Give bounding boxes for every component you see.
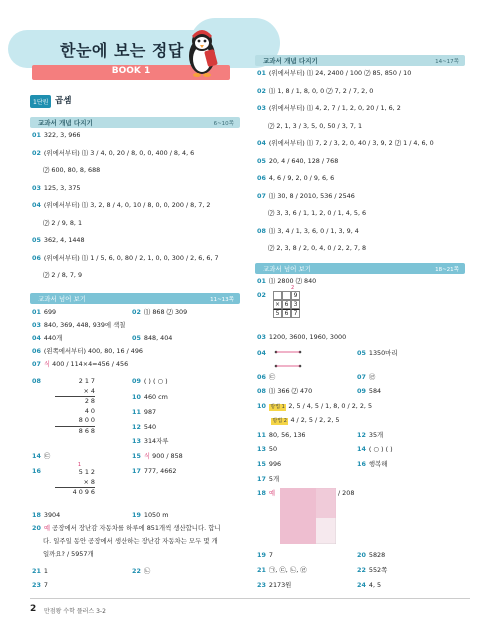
section-header: 교과서 넘어 보기 18~21쪽 xyxy=(255,263,465,274)
answer-row: 16 행복해 xyxy=(357,460,388,468)
multiplication-grid: 2 9 × 6 3 5 6 7 xyxy=(273,291,300,318)
answer-row: 01 (위에서부터) ⑴ 24, 2400 / 100 ⑵ 85, 850 / 10 xyxy=(257,69,412,77)
calc-08: 2 1 7 × 4 2 8 4 0 8 0 0 8 6 8 xyxy=(55,377,95,436)
answer-row: 22 ㉡ xyxy=(132,567,151,575)
grid-cell: 3 xyxy=(291,300,300,309)
answer-row: 일까요? / 5957개 xyxy=(43,550,94,558)
answer-row: 01 ⑴ 2800 ⑵ 840 xyxy=(257,277,317,285)
answer-row: 09 ( ) ( ○ ) xyxy=(132,377,168,385)
grid-cell: 7 xyxy=(291,309,300,318)
answer-row: 11 80, 56, 136 xyxy=(257,431,306,439)
answer-row: 05 362, 4, 1448 xyxy=(32,236,85,244)
answer-row: ⑵ 2, 3, 8 / 2, 0, 4, 0 / 2, 2, 7, 8 xyxy=(268,244,367,252)
answer-row: 21 ㉠, ㉢, ㉡, ㉣ xyxy=(257,566,307,574)
answer-row: 02 ⑴ 868 ⑵ 309 xyxy=(132,308,188,316)
answer-row: 13 50 xyxy=(257,445,278,453)
answer-row: 04 440개 xyxy=(32,334,63,342)
answer-row: 03 840, 369, 448, 939에 색칠 xyxy=(32,321,126,329)
answer-row: 02 (위에서부터) ⑴ 3 / 4, 0, 20 / 8, 0, 0, 400 / 8, 4, 6 xyxy=(32,148,195,157)
answer-row: ⑵ 2, 1, 3 / 3, 5, 0, 50 / 3, 7, 1 xyxy=(268,121,363,130)
answer-row: 11 987 xyxy=(132,408,157,416)
answer-row: 07 식 400 / 114×4=456 / 456 xyxy=(32,360,129,368)
grid-cell: 6 xyxy=(282,300,291,309)
answer-row: ⑵ 2 / 8, 7, 9 xyxy=(43,271,83,279)
unit-badge: 1단원 xyxy=(30,95,51,108)
calc-16: 1 5 1 2 × 8 4 0 9 6 xyxy=(55,462,95,498)
grid-cell: 5 xyxy=(273,309,282,318)
answer-row: 02 xyxy=(257,291,266,299)
answer-row: 13 314자루 xyxy=(132,437,169,445)
answer-row: 23 2173원 xyxy=(257,581,292,589)
answer-row: 10 460 cm xyxy=(132,393,168,401)
answer-row: 24 4, 5 xyxy=(357,581,382,589)
answer-row: 14 ㉢ xyxy=(32,452,51,460)
answer-row: 08 ⑴ 3, 4 / 1, 3, 6, 0 / 1, 3, 9, 4 xyxy=(257,226,359,235)
answer-row: 16 xyxy=(32,467,41,475)
answer-row: 18 예 xyxy=(257,489,276,497)
answer-row: / 208 xyxy=(338,489,355,497)
answer-row: 23 7 xyxy=(32,581,48,589)
answer-row: 07 ㉣ xyxy=(357,373,376,381)
grid-cell: 6 xyxy=(282,309,291,318)
answer-row: 21 1 xyxy=(32,567,48,575)
answer-row: 20 5828 xyxy=(357,551,386,559)
answer-row: 09 584 xyxy=(357,387,382,395)
answer-row: 19 1050 m xyxy=(132,511,169,519)
answer-row: 01 699 xyxy=(32,308,57,316)
answer-row: ⑵ 3, 3, 6 / 1, 1, 2, 0 / 1, 4, 5, 6 xyxy=(268,209,367,217)
grid-cell: 9 xyxy=(291,291,300,300)
grid-cell: × xyxy=(274,301,281,308)
answer-row: 04 (위에서부터) ⑴ 7, 2 / 3, 2, 0, 40 / 3, 9, 2 ⑵ 1 / 4, 6, 0 xyxy=(257,139,434,147)
answer-row: 04 (위에서부터) ⑴ 3, 2, 8 / 4, 0, 10 / 8, 0, 0, 200 / 8, 7, 2 xyxy=(32,201,211,209)
answer-row: ⑵ 2 / 9, 8, 1 xyxy=(43,218,83,227)
answer-row: 02 ⑴ 1, 8 / 1, 8, 0, 0 ⑵ 7, 2 / 7, 2, 0 xyxy=(257,86,374,95)
book-label: BOOK 1 xyxy=(111,66,151,76)
answer-row: 08 xyxy=(32,377,41,385)
footer-text: 만점왕 수학 플러스 3-2 xyxy=(44,608,106,615)
section-header: 교과서 개념 다지기 14~17쪽 xyxy=(255,55,465,66)
dot-line-diagram xyxy=(272,346,306,374)
header-title: 한눈에 보는 정답 xyxy=(60,41,184,60)
unit-title: 곱셈 xyxy=(55,96,72,106)
answer-row: 14 ( ○ ) ( ) xyxy=(357,445,393,453)
answer-row: 15 식 900 / 858 xyxy=(132,452,183,460)
answer-row: 17 777, 4662 xyxy=(132,467,177,475)
answer-row: 05 848, 404 xyxy=(132,334,173,342)
footer-divider xyxy=(30,598,470,599)
answer-row: 20 예 공장에서 장난감 자동차를 하루에 851개씩 생산합니다. 합니 xyxy=(32,524,221,532)
answer-row: 06 (왼쪽에서부터) 400, 80, 16 / 496 xyxy=(32,347,143,355)
answer-row: 06 ㉢ xyxy=(257,373,276,381)
section-header: 교과서 개념 다지기 6~10쪽 xyxy=(30,117,240,128)
penguin-mascot xyxy=(182,26,222,78)
answer-row: 06 (위에서부터) ⑴ 1 / 5, 6, 0, 80 / 2, 1, 0, 0, 300 / 2, 6, 6, 7 xyxy=(32,253,219,262)
answer-row: 04 xyxy=(257,349,266,357)
answer-row: 12 35개 xyxy=(357,431,384,439)
answer-row: 다. 일주일 동안 공장에서 생산하는 장난감 자동차는 모두 몇 개 xyxy=(43,537,218,545)
answer-row: 19 7 xyxy=(257,551,273,559)
grid-shading-diagram xyxy=(280,488,336,544)
grid-cell xyxy=(282,291,291,300)
answer-row: 방법 2 4 / 2, 5 / 2, 2, 5 xyxy=(272,416,340,424)
answer-row: 15 996 xyxy=(257,460,282,468)
answer-row: 05 1350마리 xyxy=(357,349,398,357)
answer-row: 03 125, 3, 375 xyxy=(32,183,81,192)
answer-row: 22 552쪽 xyxy=(357,566,388,574)
answer-row: 07 ⑴ 30, 8 / 2010, 536 / 2546 xyxy=(257,191,355,200)
answer-row: 05 20, 4 / 640, 128 / 768 xyxy=(257,156,339,165)
answer-row: 03 (위에서부터) ⑴ 4, 2, 7 / 1, 2, 0, 20 / 1, 6, 2 xyxy=(257,104,401,112)
answer-row: 03 1200, 3600, 1960, 3000 xyxy=(257,333,347,341)
grid-cell xyxy=(273,291,282,300)
answer-row: 08 ⑴ 366 ⑵ 470 xyxy=(257,387,313,395)
section-header: 교과서 넘어 보기 11~13쪽 xyxy=(30,293,240,304)
answer-row: 18 3904 xyxy=(32,511,61,519)
answer-row: 06 4, 6 / 9, 2, 0 / 9, 6, 6 xyxy=(257,174,335,182)
answer-row: ⑵ 600, 80, 8, 688 xyxy=(43,166,101,174)
answer-row: 10 방법 1 2, 5 / 4, 5 / 1, 8, 0 / 2, 2, 5 xyxy=(257,402,373,410)
answer-row: 17 5개 xyxy=(257,475,280,483)
page-number: 2 xyxy=(30,604,37,614)
answer-row: 12 540 xyxy=(132,423,157,431)
answer-row: 01 322, 3, 966 xyxy=(32,131,81,139)
